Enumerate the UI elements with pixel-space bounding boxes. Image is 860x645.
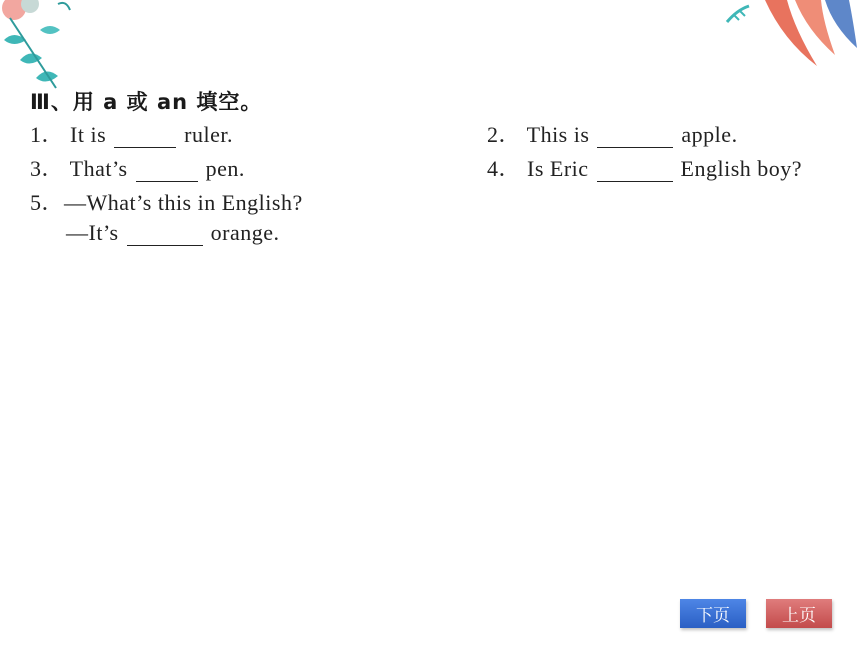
next-page-button[interactable]: 下页 — [680, 599, 746, 628]
question-text-after: ruler. — [184, 122, 233, 147]
leaf-decoration-icon — [725, 0, 860, 70]
section-title: Ⅲ、用 a 或 an 填空。 — [30, 90, 263, 114]
question-number: 4． — [487, 156, 522, 181]
question-text-before: This is — [526, 122, 590, 147]
question-text-before: That’s — [69, 156, 128, 181]
question-text-after: apple. — [681, 122, 738, 147]
floral-decoration-icon — [0, 0, 110, 95]
question-1 — [30, 118, 233, 149]
answer-blank[interactable] — [127, 223, 203, 246]
question-text-after: pen. — [205, 156, 245, 181]
question-text-before: —It’s — [66, 220, 119, 245]
question-text-before: It is — [70, 122, 107, 147]
question-5 — [30, 186, 303, 217]
question-2 — [487, 118, 738, 149]
question-4 — [487, 152, 802, 183]
answer-blank[interactable] — [136, 159, 198, 182]
answer-blank[interactable] — [597, 159, 673, 182]
answer-blank[interactable] — [114, 125, 176, 148]
question-text-before: Is Eric — [527, 156, 589, 181]
previous-page-button[interactable]: 上页 — [766, 599, 832, 628]
question-3 — [30, 152, 245, 183]
question-number: 1． — [30, 122, 65, 147]
question-text-after: orange. — [210, 220, 280, 245]
question-number: 5． — [30, 190, 65, 215]
answer-blank[interactable] — [597, 125, 673, 148]
question-number: 2． — [487, 122, 522, 147]
question-5-answer-line — [66, 220, 279, 246]
question-line-1: —What’s this in English? — [64, 190, 303, 215]
question-number: 3． — [30, 156, 65, 181]
question-text-after: English boy? — [680, 156, 803, 181]
